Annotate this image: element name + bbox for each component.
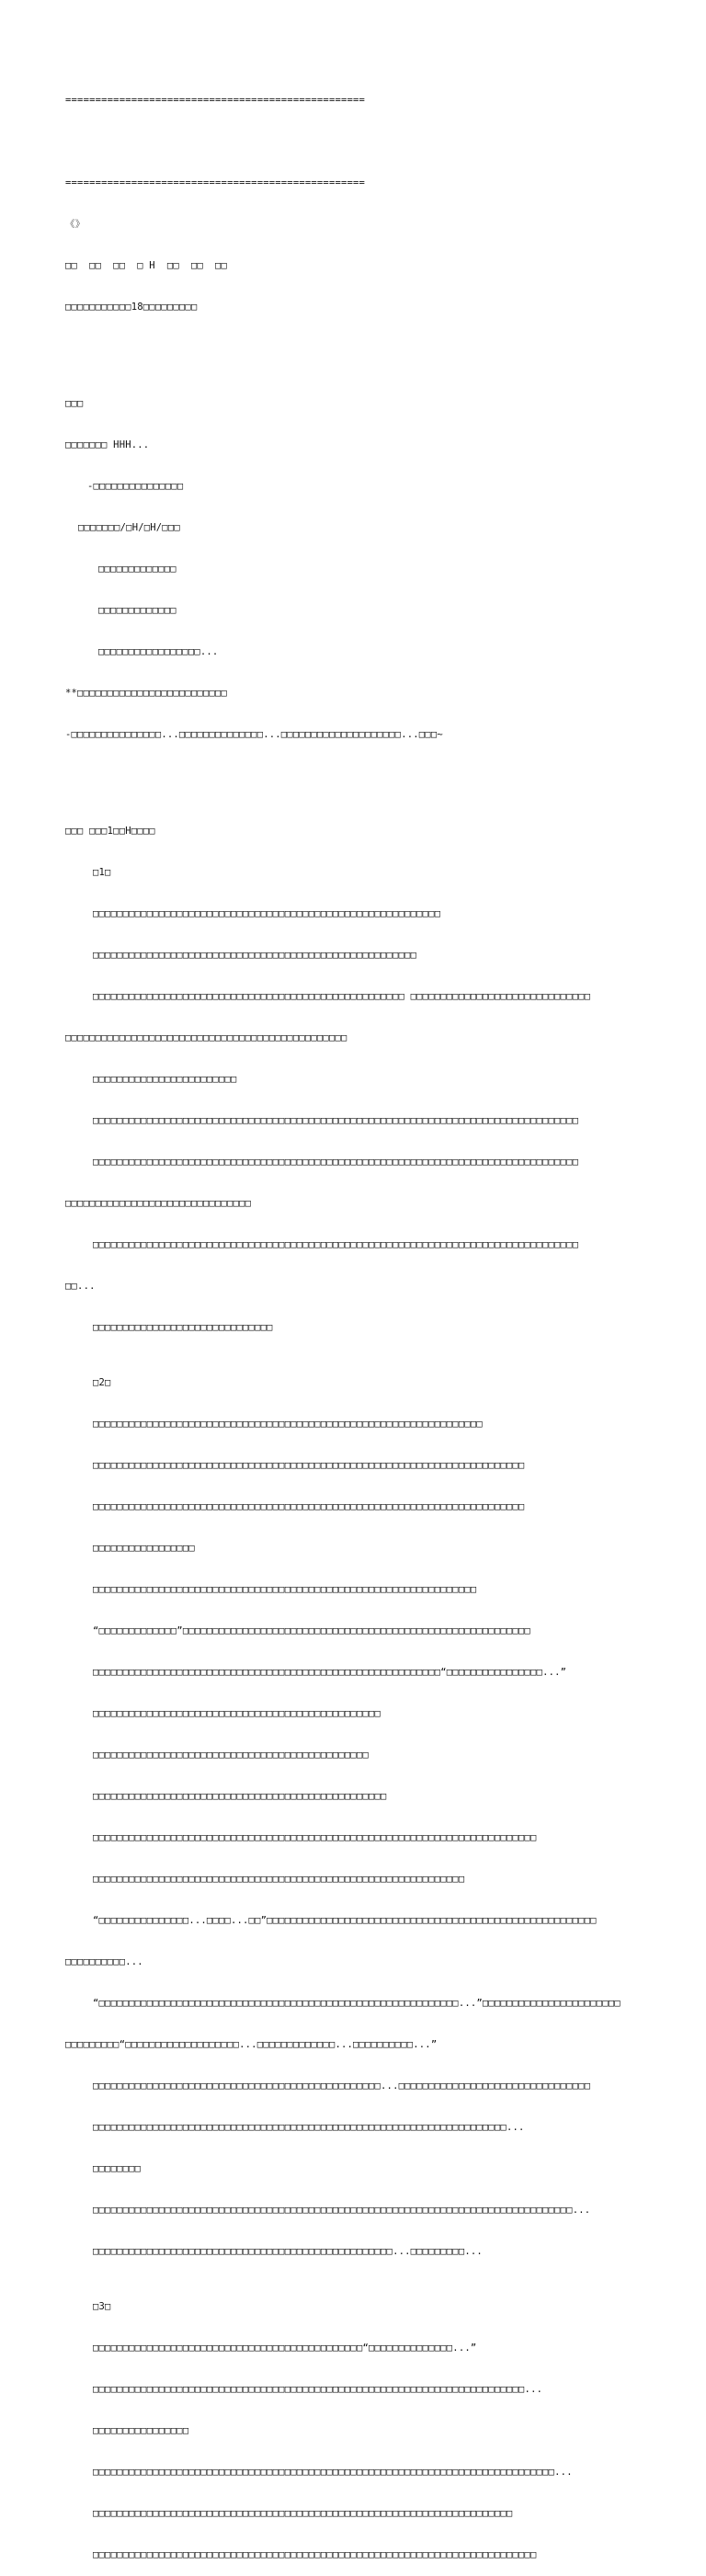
paragraph-line: □□□□□□□□□□□□□□□□□□□□□□□□□□□□□□□ [65, 1198, 252, 1209]
paragraph-line: □□□□□□□□□□□□□□□□□□□□□□□□□□□□□□□□□□□□□□□□□□□□□□□□□□□□□□□□□□□□□□□□□□□□□□□□ [93, 1460, 525, 1471]
intro-line: □□□□□□□ HHH... [65, 439, 150, 450]
paragraph-line: □□□□□□□□□□□□□□□□□□□□□□□□□□□□□□□□□□□□□□□□□□□□□□□□□□□□□□□□□□ [93, 908, 441, 919]
intro-line: □□□□□□□□□□□□□□□□□... [98, 646, 219, 657]
paragraph-line: □□□□□□□□□□□□□□□□□□□□□□□□□□□□□□□□□□□□□□□□□□□□□□□□□□□□□□□□□□□□□□□□□□□□□□□□□□□□□□□□□ [93, 1115, 579, 1126]
paragraph-line: □□□□□□□□□□□□□□□□□□□□□□□□□□□□□□□□□□□□□□□□□□□□□□□□□□□□□□□□□□□□□□□□□□□□□□□□□□□□□□□□... [93, 2205, 591, 2216]
chapter-title: □□□ □□□1□□H□□□□ [65, 826, 155, 837]
paragraph-line: □□□□□□□□□□□□□□□□□□□□□□□□□□□□□□□□□□□□□□□□□□□□□□□□□□□□□□□□□□□□□□ [93, 1874, 465, 1885]
intro-line: -□□□□□□□□□□□□□□□...□□□□□□□□□□□□□□...□□□□□□□□□□□□□□□□□□□□...□□□~ [65, 729, 443, 740]
paragraph-line: □□... [65, 1281, 96, 1292]
paragraph-line: □□□□□□□□□□... [65, 1956, 143, 1967]
paragraph-line: “□□□□□□□□□□□□□□□□□□□□□□□□□□□□□□□□□□□□□□□□□□□□□□□□□□□□□□□□□□□□...”□□□□□□□□□□□□□□□□□□□□□□□ [93, 1998, 621, 2009]
paragraph-line: □□□□□□□□□□□□□□□□□□□□□□□□□□□□□□□□□□□□□□□□□□□□□□□□□□□□□□□□□□“□□□□□□□□□□□□□□□□...” [93, 1667, 567, 1678]
paragraph-line: “□□□□□□□□□□□□□□□...□□□□...□□”□□□□□□□□□□□□□□□□□□□□□□□□□□□□□□□□□□□□□□□□□□□□□□□□□□□□□□□ [93, 1915, 597, 1926]
paragraph-line: “□□□□□□□□□□□□□”□□□□□□□□□□□□□□□□□□□□□□□□□□□□□□□□□□□□□□□□□□□□□□□□□□□□□□□□□□ [93, 1625, 531, 1636]
paragraph-line: □□□□□□□□□□□□□□□□□□□□□□□□□□□□□□□□□□□□□□□□□□□□□□□□□□□□ □□□□□□□□□□□□□□□□□□□□□□□□□□□□□□ [93, 991, 591, 1002]
meta-line: □□ □□ □□ □ H □□ □□ □□ [65, 260, 228, 271]
paragraph-line: □□□□□□□□□□□□□□□□□□□□□□□□□□□□□□□□□□□□□□□□□□□□□“□□□□□□□□□□□□□□...” [93, 2342, 477, 2354]
section-heading: □3□ [93, 2301, 111, 2312]
section-heading: □2□ [93, 1377, 111, 1388]
document-page [65, 66, 654, 2576]
paragraph-line: □□□□□□□□□□□□□□□□□□□□□□□□□□□□□□□□□□□□□□□□□□□□□□□□□□□□□□□□□□□□□□□□□□□□□□□□□□□□□□□□□ [93, 1157, 579, 1168]
top-rule: ================================================== [65, 95, 366, 106]
paragraph-line: □□□□□□□□□□□□□□□□□□□□□□□□□□□□□□□□□□□□□□□□□□□□□□□□□□□□□□□□□□□□□□□□ [93, 1584, 477, 1595]
intro-heading: □□□ [65, 398, 84, 409]
paragraph-line: □□□□□□□□□□□□□□□□□□□□□□□□□□□□□□□□□□□□□□□□□□□□□□□□□□□□□□□□□□□□□□□□□□□□□... [93, 2122, 525, 2133]
paragraph-line: □□□□□□□□□□□□□□□□□□□□□□□□□□□□□□□□□□□□□□□□□□□□□□□□□□□□□□□□□□□□□□□□□□□□□□□□□□□□□... [93, 2467, 573, 2478]
paragraph-line: □□□□□□□□□□□□□□□□□□□□□□□□ [93, 1074, 237, 1085]
intro-line: □□□□□□□□□□□□□ [98, 564, 176, 575]
paragraph-line: □□□□□□□□□□□□□□□□□□□□□□□□□□□□□□□□□□□□□□□□□□□□□□□□□□□□□□□□□□□□□□□□□□□□□□□□... [93, 2384, 543, 2395]
intro-line: **□□□□□□□□□□□□□□□□□□□□□□□□□ [65, 688, 228, 699]
paragraph-line: □□□□□□□□□□□□□□□□□□□□□□□□□□□□□□□□□□□□□□□□□□□□□□□□□□□□□□□□□□□□□□□□□□□□□□□□ [93, 1501, 525, 1512]
paragraph-line: □□□□□□□□□□□□□□□□□□□□□□□□□□□□□□□□□□□□□□□□□□□□□□□□□□□□□□□□□□□□□□□□□□□□□□ [93, 2508, 513, 2519]
paragraph-line: □□□□□□□□□“□□□□□□□□□□□□□□□□□□□...□□□□□□□□□□□□□...□□□□□□□□□□...” [65, 2039, 438, 2050]
paragraph-line: □□□□□□□□□□□□□□□□□□□□□□□□□□□□□□□□□□□□□□□□□□□□□□□ [65, 1032, 347, 1043]
paragraph-line: □□□□□□□□ [93, 2163, 142, 2174]
paragraph-line: □□□□□□□□□□□□□□□□□□□□□□□□□□□□□□□□□□□□□□□□□□□□□□ [93, 1750, 369, 1761]
paragraph-line: □□□□□□□□□□□□□□□□□□□□□□□□□□□□□□□□□□□□□□□□□□□□□□□□□□□□□□□□□□□□□□□□□□□□□□□□□□□□□□□□□ [93, 1239, 579, 1250]
paragraph-line: □□□□□□□□□□□□□□□□□ [93, 1543, 195, 1554]
paragraph-line: □□□□□□□□□□□□□□□□□□□□□□□□□□□□□□□□□□□□□□□□□□□□□□□□ [93, 1708, 381, 1719]
intro-line: -□□□□□□□□□□□□□□□ [87, 481, 184, 492]
spacer [65, 342, 654, 356]
bottom-rule: ================================================== [65, 177, 366, 188]
paragraph-line: □□□□□□□□□□□□□□□□□□□□□□□□□□□□□□□□□□□□□□□□□□□□□□□□□□□□□□□□□□□□□□□□□ [93, 1419, 483, 1430]
paragraph-line: □□□□□□□□□□□□□□□□□□□□□□□□□□□□□□□□□□□□□□□□□□□□□□□□□□□□□□□□□□□□□□□□□□□□□□□□□□ [93, 1832, 537, 1843]
paragraph-line: □□□□□□□□□□□□□□□□□□□□□□□□□□□□□□□□□□□□□□□□□□□□□□□□□ [93, 1791, 387, 1802]
spacer [65, 135, 654, 149]
paragraph-line: □□□□□□□□□□□□□□□□□□□□□□□□□□□□□□□□□□□□□□□□□□□□□□□□□□□□□□ [93, 950, 417, 961]
meta-line: □□□□□□□□□□□18□□□□□□□□□ [65, 302, 198, 313]
section-heading: □1□ [93, 867, 111, 878]
intro-line: □□□□□□□□□□□□□ [98, 605, 176, 616]
paragraph-line: □□□□□□□□□□□□□□□□□□□□□□□□□□□□□□□□□□□□□□□□□□□□□□□□□□□□□□□□□□□□□□□□□□□□□□□□□□ [93, 2549, 537, 2560]
paragraph-line: □□□□□□□□□□□□□□□□□□□□□□□□□□□□□□□□□□□□□□□□□□□□□□□□...□□□□□□□□□□□□□□□□□□□□□□□□□□□□□□□□ [93, 2080, 591, 2092]
intro-line: □□□□□□□/□H/□H/□□□ [78, 522, 180, 533]
spacer [65, 769, 654, 783]
title-mark: 《》 [65, 219, 85, 230]
paragraph-line: □□□□□□□□□□□□□□□□□□□□□□□□□□□□□□□□□□□□□□□□□□□□□□□□□□...□□□□□□□□□... [93, 2246, 483, 2257]
paragraph-line: □□□□□□□□□□□□□□□□ [93, 2425, 189, 2436]
paragraph-line: □□□□□□□□□□□□□□□□□□□□□□□□□□□□□□ [93, 1322, 273, 1333]
